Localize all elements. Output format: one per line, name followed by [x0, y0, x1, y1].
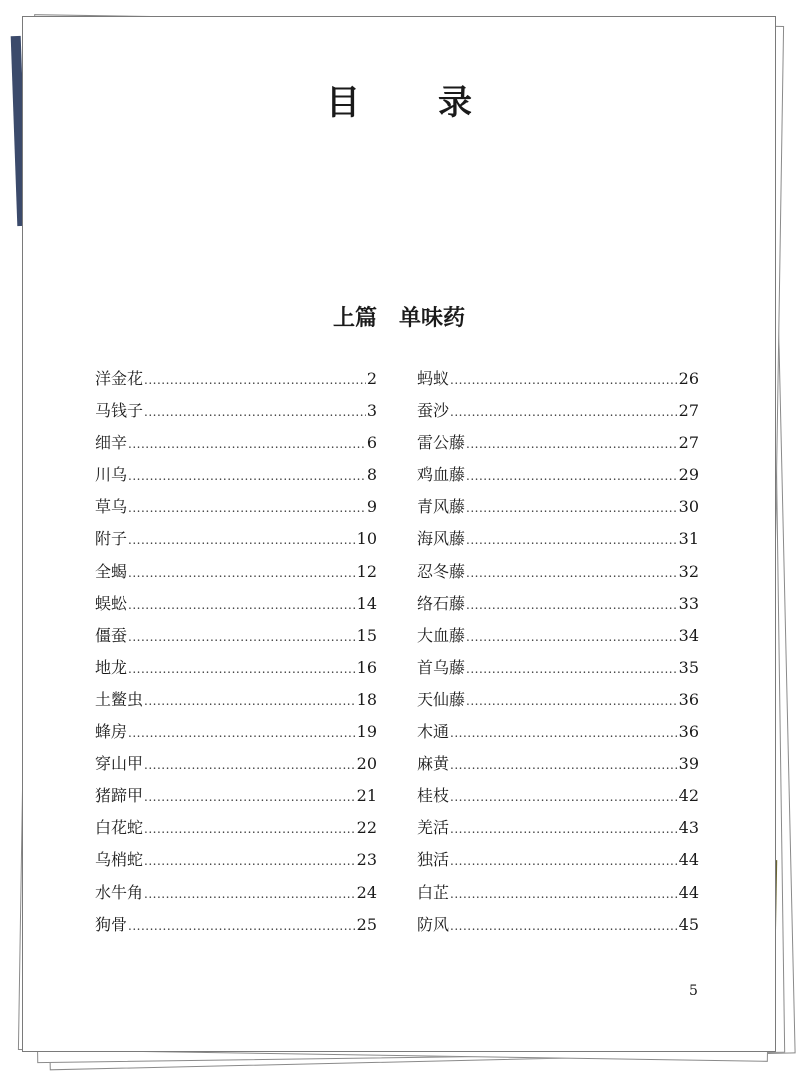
- toc-entry[interactable]: [95, 909, 377, 941]
- dot-leader: [128, 717, 356, 749]
- toc-entry-title: 桂枝: [417, 786, 450, 806]
- toc-entry[interactable]: [95, 812, 377, 844]
- toc-entry-title: 川乌: [95, 465, 128, 485]
- toc-entry[interactable]: [95, 748, 377, 780]
- toc-entry[interactable]: [95, 620, 377, 652]
- toc-entry-page: 10: [356, 529, 377, 549]
- toc-entry[interactable]: [417, 588, 699, 620]
- toc-entry[interactable]: [417, 491, 699, 523]
- toc-entry-title: 穿山甲: [95, 754, 144, 774]
- toc-entry-title: 忍冬藤: [417, 561, 466, 581]
- dot-leader: [450, 878, 678, 910]
- dot-leader: [450, 845, 678, 877]
- dot-leader: [128, 589, 356, 621]
- dot-leader: [144, 845, 356, 877]
- toc-entry[interactable]: [95, 491, 377, 523]
- toc-entry-page: 25: [356, 914, 377, 934]
- toc-entry-page: 18: [356, 689, 377, 709]
- toc-entry[interactable]: [417, 556, 699, 588]
- toc-entry-page: 20: [356, 754, 377, 774]
- toc-entry[interactable]: [417, 523, 699, 555]
- toc-entry-page: 43: [678, 818, 699, 838]
- toc-entry-page: 45: [678, 914, 699, 934]
- toc-entry-title: 细辛: [95, 433, 128, 453]
- toc-entry[interactable]: [417, 395, 699, 427]
- toc-entry[interactable]: [417, 459, 699, 491]
- toc-entry[interactable]: [417, 780, 699, 812]
- toc-column-right: [417, 363, 699, 941]
- toc-entry-page: 27: [678, 433, 699, 453]
- toc-entry[interactable]: [95, 523, 377, 555]
- dot-leader: [466, 428, 678, 460]
- toc-entry-title: 马钱子: [95, 401, 144, 421]
- toc-entry-page: 30: [678, 497, 699, 517]
- toc-entry[interactable]: [417, 427, 699, 459]
- dot-leader: [450, 749, 678, 781]
- toc-entry-title: 水牛角: [95, 882, 144, 902]
- dot-leader: [466, 621, 678, 653]
- toc-entry-title: 白芷: [417, 882, 450, 902]
- toc-entry-title: 麻黄: [417, 754, 450, 774]
- toc-entry-page: 35: [678, 657, 699, 677]
- toc-entry-title: 草乌: [95, 497, 128, 517]
- toc-entry[interactable]: [417, 812, 699, 844]
- dot-leader: [450, 364, 678, 396]
- toc-entry[interactable]: [417, 716, 699, 748]
- toc-entry-title: 首乌藤: [417, 657, 466, 677]
- dot-leader: [128, 524, 356, 556]
- toc-entry[interactable]: [95, 427, 377, 459]
- toc-entry[interactable]: [95, 459, 377, 491]
- toc-entry-title: 蜂房: [95, 722, 128, 742]
- toc-entry[interactable]: [417, 363, 699, 395]
- toc-entry[interactable]: [417, 877, 699, 909]
- dot-leader: [128, 653, 356, 685]
- dot-leader: [466, 492, 678, 524]
- toc-entry-title: 木通: [417, 722, 450, 742]
- toc-entry-title: 地龙: [95, 657, 128, 677]
- toc-entry[interactable]: [417, 748, 699, 780]
- toc-entry-title: 络石藤: [417, 593, 466, 613]
- toc-entry-title: 青风藤: [417, 497, 466, 517]
- dot-leader: [128, 557, 356, 589]
- dot-leader: [466, 685, 678, 717]
- toc-entry[interactable]: [95, 556, 377, 588]
- toc-entry[interactable]: [95, 652, 377, 684]
- toc-entry[interactable]: [95, 716, 377, 748]
- dot-leader: [144, 364, 366, 396]
- toc-entry-title: 附子: [95, 529, 128, 549]
- toc-entry-title: 蚕沙: [417, 401, 450, 421]
- document-page: [22, 16, 776, 1052]
- toc-entry-page: 3: [366, 401, 377, 421]
- toc-entry-page: 23: [356, 850, 377, 870]
- toc-entry[interactable]: [95, 363, 377, 395]
- toc-entry-title: 乌梢蛇: [95, 850, 144, 870]
- toc-entry-title: 土鳖虫: [95, 689, 144, 709]
- toc-column-left: [95, 363, 377, 941]
- toc-entry-page: 27: [678, 401, 699, 421]
- toc-entry[interactable]: [417, 684, 699, 716]
- toc-entry-page: 33: [678, 593, 699, 613]
- toc-entry-title: 洋金花: [95, 369, 144, 388]
- toc-entry-title: 雷公藤: [417, 433, 466, 453]
- toc-entry-page: 42: [678, 786, 699, 806]
- dot-leader: [144, 749, 356, 781]
- toc-entry[interactable]: [417, 909, 699, 941]
- toc-entry-title: 白花蛇: [95, 818, 144, 838]
- toc-entry-page: 39: [678, 754, 699, 774]
- toc-entry-page: 9: [366, 497, 377, 517]
- toc-entry-page: 26: [678, 369, 699, 388]
- toc-entry-page: 19: [356, 722, 377, 742]
- dot-leader: [128, 460, 366, 492]
- toc-entry[interactable]: [417, 652, 699, 684]
- dot-leader: [144, 813, 356, 845]
- toc-entry-page: 34: [678, 625, 699, 645]
- dot-leader: [450, 717, 678, 749]
- toc-entry[interactable]: [417, 844, 699, 876]
- dot-leader: [128, 910, 356, 942]
- page-number: 5: [689, 983, 698, 999]
- toc-entry-title: 防风: [417, 914, 450, 934]
- page-title: 目 录: [326, 83, 494, 123]
- toc-entry[interactable]: [95, 780, 377, 812]
- toc-entry-page: 15: [356, 625, 377, 645]
- dot-leader: [128, 621, 356, 653]
- dot-leader: [466, 524, 678, 556]
- dot-leader: [466, 460, 678, 492]
- dot-leader: [450, 396, 678, 428]
- toc-entry-title: 羌活: [417, 818, 450, 838]
- toc-entry[interactable]: [417, 620, 699, 652]
- toc-entry-page: 32: [678, 561, 699, 581]
- toc-entry-page: 44: [678, 882, 699, 902]
- dot-leader: [450, 813, 678, 845]
- toc-entry-title: 海风藤: [417, 529, 466, 549]
- dot-leader: [466, 557, 678, 589]
- toc-entry-title: 独活: [417, 850, 450, 870]
- section-title: 上篇 单味药: [332, 305, 465, 331]
- toc-entry[interactable]: [95, 844, 377, 876]
- dot-leader: [144, 781, 356, 813]
- toc-entry-title: 天仙藤: [417, 689, 466, 709]
- dot-leader: [466, 589, 678, 621]
- toc-entry-page: 31: [678, 529, 699, 549]
- toc-entry-title: 狗骨: [95, 914, 128, 934]
- dot-leader: [450, 781, 678, 813]
- dot-leader: [128, 492, 366, 524]
- toc-entry[interactable]: [95, 395, 377, 427]
- toc-entry[interactable]: [95, 877, 377, 909]
- toc-entry-title: 猪蹄甲: [95, 786, 144, 806]
- toc-entry-page: 12: [356, 561, 377, 581]
- toc-entry-title: 大血藤: [417, 625, 466, 645]
- toc-entry-page: 36: [678, 689, 699, 709]
- dot-leader: [466, 653, 678, 685]
- toc-entry-page: 21: [356, 786, 377, 806]
- dot-leader: [144, 878, 356, 910]
- toc-entry[interactable]: [95, 684, 377, 716]
- toc-entry-title: 僵蚕: [95, 625, 128, 645]
- toc-entry[interactable]: [95, 588, 377, 620]
- dot-leader: [450, 910, 678, 942]
- toc-entry-page: 22: [356, 818, 377, 838]
- toc-entry-title: 鸡血藤: [417, 465, 466, 485]
- toc-entry-title: 全蝎: [95, 561, 128, 581]
- toc-entry-page: 16: [356, 657, 377, 677]
- toc-entry-page: 44: [678, 850, 699, 870]
- dot-leader: [128, 428, 366, 460]
- toc-entry-page: 29: [678, 465, 699, 485]
- toc-entry-title: 蜈蚣: [95, 593, 128, 613]
- toc-entry-page: 2: [366, 369, 377, 388]
- toc-entry-page: 6: [366, 433, 377, 453]
- toc-entry-page: 36: [678, 722, 699, 742]
- dot-leader: [144, 685, 356, 717]
- dot-leader: [144, 396, 366, 428]
- toc-entry-page: 8: [366, 465, 377, 485]
- toc-entry-title: 蚂蚁: [417, 369, 450, 388]
- toc-entry-page: 24: [356, 882, 377, 902]
- toc-entry-page: 14: [356, 593, 377, 613]
